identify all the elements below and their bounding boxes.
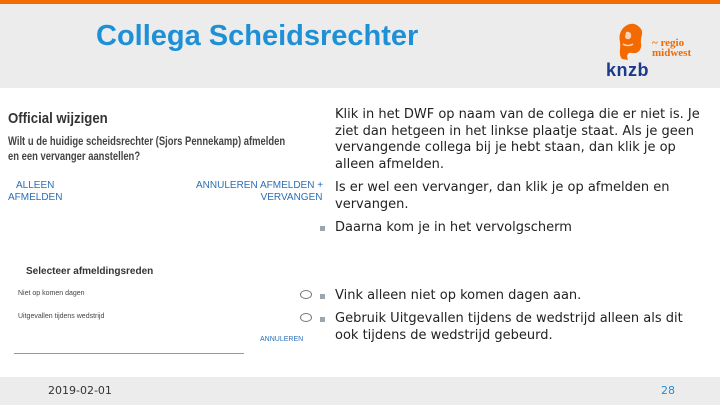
option-no-show-label: Niet op komen dagen — [18, 290, 85, 297]
bullet-3: Gebruik Uitgevallen tijdens de wedstrijd alleen als dit ook tijdens de wedstrijd gebeurd. — [335, 311, 683, 343]
slide-title: Collega Scheidsrechter — [96, 20, 419, 52]
bullet-1: Daarna kom je in het vervolgscherm — [335, 220, 572, 235]
lion-icon — [614, 22, 646, 62]
deregistration-reason-dialog — [14, 262, 314, 354]
paragraph-1: Klik in het DWF op naam van de collega die er niet is. Je ziet dan hetgeen in het linkse plaatje staat. Als je geen vervangende collega bij je hebt staan, dan klik je op alleen afmelden. — [335, 107, 700, 172]
bullet-marker — [320, 317, 325, 322]
logo-region-text: ~ regio midwest — [652, 37, 692, 59]
cancel-button[interactable]: ANNULEREN — [196, 180, 258, 191]
dialog-title: Selecteer afmeldingsreden — [26, 266, 154, 277]
radio-no-show[interactable] — [300, 290, 312, 299]
only-deregister-button[interactable]: ALLEEN AFMELDEN — [8, 180, 63, 203]
option-dropped-out-label: Uitgevallen tijdens wedstrijd — [18, 313, 105, 320]
header-accent-line — [0, 0, 720, 4]
paragraph-2: Is er wel een vervanger, dan klik je op afmelden en vervangen. — [335, 180, 670, 212]
dialog-title: Official wijzigen — [8, 110, 108, 127]
knzb-logo — [604, 20, 704, 80]
bullet-marker — [320, 226, 325, 231]
page-number: 28 — [661, 384, 675, 397]
slide-footer — [0, 377, 720, 405]
deregister-replace-button[interactable]: AFMELDEN + VERVANGEN — [260, 180, 324, 203]
divider — [14, 353, 244, 354]
radio-dropped-out[interactable] — [300, 313, 312, 322]
official-change-dialog — [0, 100, 324, 220]
slide-header — [0, 0, 720, 88]
bullet-marker — [320, 294, 325, 299]
slide-date: 2019-02-01 — [48, 384, 112, 397]
logo-brand: knzb — [606, 60, 650, 80]
dialog-question: Wilt u de huidige scheidsrechter (Sjors Pennekamp) afmelden en een vervanger aanstellen? — [8, 136, 286, 163]
cancel-button[interactable]: ANNULEREN — [260, 336, 304, 343]
bullet-2: Vink alleen niet op komen dagen aan. — [335, 288, 582, 303]
